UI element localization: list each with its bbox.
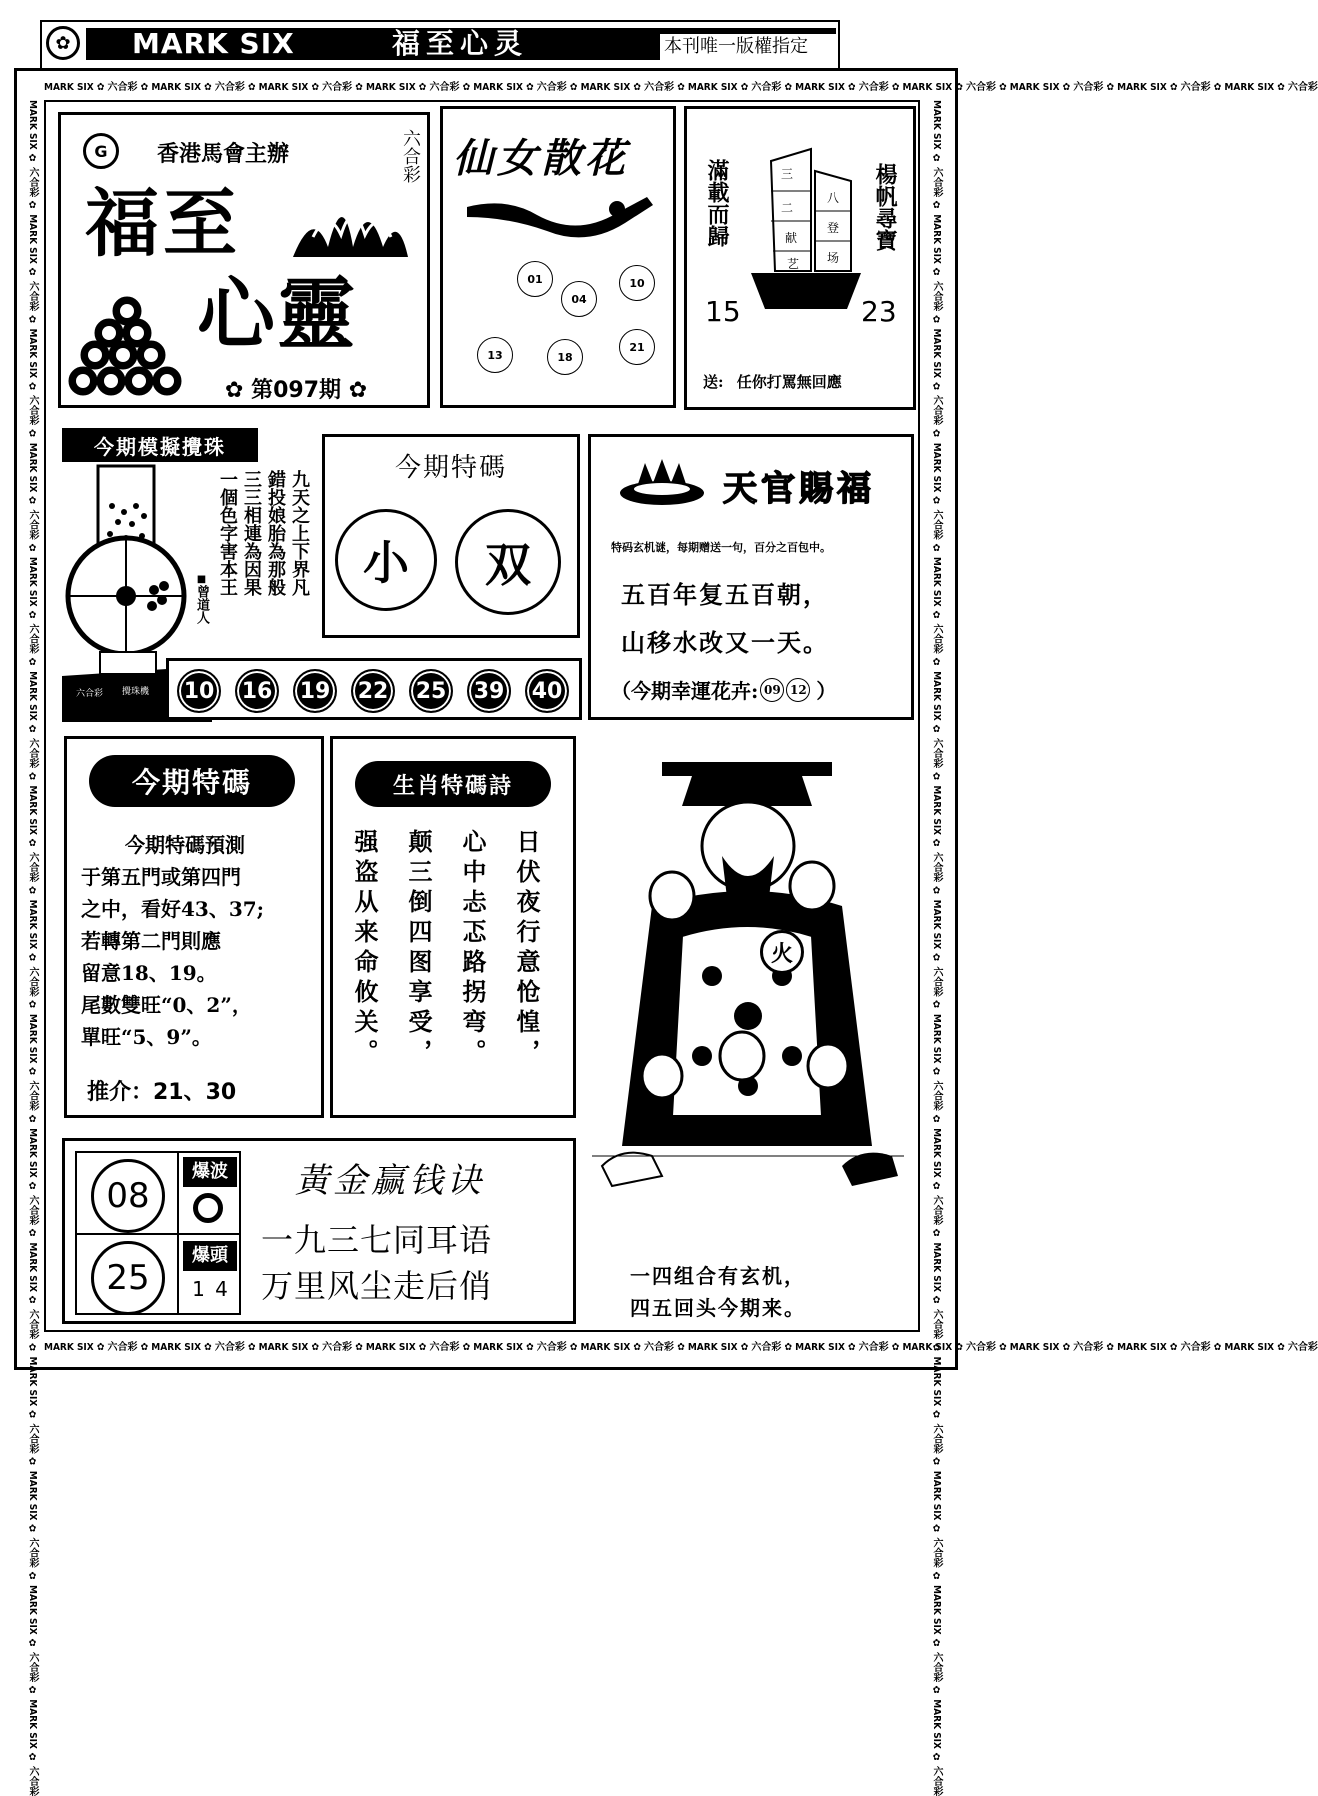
- fairy-figure-icon: [467, 187, 657, 247]
- number-ball-6: 39: [467, 669, 511, 713]
- forecast-line-1: 今期特碼預測: [125, 833, 245, 857]
- bao-bo-label: 爆波: [183, 1157, 237, 1187]
- fire-badge: 火: [760, 930, 804, 974]
- bottom-num-grid: [75, 1151, 241, 1315]
- masthead-logo-bottom: 心靈: [197, 270, 358, 360]
- sail-char-1: 三: [781, 167, 794, 181]
- masthead-box: [58, 112, 430, 408]
- special-answer-1: 小: [335, 509, 437, 611]
- zodiac-col-1: 日伏夜行意怆惶，: [512, 829, 540, 1069]
- sail-char-7: 场: [827, 251, 840, 265]
- lotus-icon: [283, 177, 413, 267]
- boat-box: [684, 106, 916, 410]
- simulation-poem-col-1: 九天之上下界凡: [289, 470, 310, 596]
- boat-left-text: 滿載而歸: [704, 159, 730, 247]
- simulation-poem-col-4: 一個色字害本王: [217, 470, 238, 596]
- bottom-num-1: 08: [91, 1159, 165, 1233]
- bottom-tail: 1 4: [192, 1277, 230, 1301]
- special-answer-2: 双: [455, 509, 561, 615]
- god-line-2: 四五回头今期来。: [630, 1296, 806, 1320]
- sail-char-5: 献: [785, 231, 798, 245]
- number-ball-4: 22: [351, 669, 395, 713]
- sail-char-2: 八: [827, 191, 840, 205]
- flower-icon: ✿: [348, 378, 368, 403]
- crown-icon: [619, 457, 705, 507]
- number-ball-5: 25: [409, 669, 453, 713]
- tianguan-line-1: 五百年复五百朝，: [621, 580, 829, 609]
- gold-line-2: 万里风尘走后俏: [261, 1267, 493, 1305]
- border-top: MARK SIX ✿ 六合彩 ✿ MARK SIX ✿ 六合彩 ✿ MARK SIX ✿ 六合彩 ✿ MARK SIX ✿ 六合彩 ✿ MARK SIX ✿ 六合彩 ✿ MARK SIX ✿ 六合彩 ✿ MARK SIX ✿ 六合彩 ✿ MARK SIX ✿ 六合彩 ✿ MARK SIX ✿ 六合彩 ✿ MARK SIX ✿ 六合彩 ✿ MARK SIX ✿ 六合彩 ✿ MARK SIX ✿ 六合彩: [44, 82, 1318, 93]
- zodiac-box: [330, 736, 576, 1118]
- fairy-flower-1: 01: [517, 261, 553, 297]
- masthead-host: 香港馬會主辦: [157, 141, 290, 167]
- fairy-flower-6: 21: [619, 329, 655, 365]
- forecast-line-2: 于第五門或第四門: [81, 865, 241, 889]
- forecast-line-4: 若轉第二門則應: [81, 929, 221, 953]
- tianguan-lucky-suffix: ）: [816, 679, 837, 703]
- simulation-title: 今期模擬攪珠: [62, 428, 258, 462]
- tianguan-lucky-1: 09: [760, 678, 784, 702]
- machine-base-label-2: 攪珠機: [122, 687, 150, 697]
- sail-char-3: 二: [781, 201, 794, 215]
- masthead-logo-top: 福至: [85, 181, 241, 267]
- number-ball-7: 40: [525, 669, 569, 713]
- simulation-side-label: ■曾道人: [194, 574, 209, 624]
- header-brand: MARK SIX: [132, 27, 295, 60]
- boat-num-left: 15: [705, 295, 741, 328]
- forecast-line-7: 單旺“5、9”。: [81, 1025, 212, 1049]
- fortune-god-illustration: [592, 756, 904, 1196]
- god-line-1: 一四组合有玄机，: [630, 1264, 806, 1288]
- forecast-box: [64, 736, 324, 1118]
- fairy-title: 仙女散花: [453, 135, 629, 182]
- simulation-poem-col-3: 三三相連為因果: [241, 470, 262, 596]
- masthead-lottery: 六合彩: [400, 129, 421, 183]
- tianguan-box: [588, 434, 914, 720]
- number-row: [166, 658, 582, 720]
- machine-base-label-1: 六合彩: [76, 689, 104, 699]
- border-right: MARK SIX ✿ 六合彩 ✿ MARK SIX ✿ 六合彩 ✿ MARK SIX ✿ 六合彩 ✿ MARK SIX ✿ 六合彩 ✿ MARK SIX ✿ 六合彩 ✿ MARK SIX ✿ 六合彩 ✿ MARK SIX ✿ 六合彩 ✿ MARK SIX ✿ 六合彩 ✿ MARK SIX ✿ 六合彩 ✿ MARK SIX ✿ 六合彩 ✿ MARK SIX ✿ 六合彩 ✿ MARK SIX ✿ 六合彩 ✿ MARK SIX ✿ 六合彩 ✿ MARK SIX ✿ 六合彩 ✿ MARK SIX ✿ 六合彩: [931, 100, 942, 1796]
- issue-number: 第097期: [251, 378, 342, 403]
- forecast-line-5: 留意18、19。: [81, 961, 217, 985]
- bao-tou-label: 爆頭: [183, 1241, 237, 1271]
- simulation-poem-col-2: 錯投娘胎為那般: [265, 470, 286, 596]
- sail-char-6: 艺: [787, 257, 800, 271]
- gold-title: 黃金赢钱诀: [295, 1161, 485, 1201]
- sail-char-4: 登: [827, 221, 840, 235]
- header-bar: [40, 20, 840, 70]
- boat-send-text: 任你打罵無回應: [736, 373, 842, 391]
- special-title: 今期特碼: [394, 453, 507, 483]
- boat-right-text: 楊帆尋寶: [872, 163, 898, 251]
- hkjc-logo-icon: G: [83, 133, 119, 169]
- tianguan-lucky-prefix: （今期幸運花卉:: [611, 679, 759, 703]
- zodiac-title: 生肖特碼詩: [355, 761, 551, 807]
- bottom-box: [62, 1138, 576, 1324]
- number-ball-1: 10: [177, 669, 221, 713]
- fairy-flower-4: 13: [477, 337, 513, 373]
- tianguan-line-2: 山移水改又一天。: [621, 628, 829, 657]
- boat-send: [703, 371, 842, 392]
- special-box: [322, 434, 580, 638]
- fairy-flower-5: 18: [547, 339, 583, 375]
- junk-boat-icon: [751, 141, 861, 321]
- border-left: MARK SIX ✿ 六合彩 ✿ MARK SIX ✿ 六合彩 ✿ MARK SIX ✿ 六合彩 ✿ MARK SIX ✿ 六合彩 ✿ MARK SIX ✿ 六合彩 ✿ MARK SIX ✿ 六合彩 ✿ MARK SIX ✿ 六合彩 ✿ MARK SIX ✿ 六合彩 ✿ MARK SIX ✿ 六合彩 ✿ MARK SIX ✿ 六合彩 ✿ MARK SIX ✿ 六合彩 ✿ MARK SIX ✿ 六合彩 ✿ MARK SIX ✿ 六合彩 ✿ MARK SIX ✿ 六合彩 ✿ MARK SIX ✿ 六合彩: [27, 100, 38, 1796]
- flower-icon: ✿: [225, 378, 244, 403]
- forecast-line-3: 之中，看好43、37;: [81, 897, 265, 921]
- tianguan-title: 天官賜福: [723, 469, 875, 509]
- fairy-box: [440, 106, 676, 408]
- fairy-flower-2: 04: [561, 281, 597, 317]
- header-right-label: 本刊唯一版權指定: [660, 34, 836, 60]
- forecast-recommend: 推介：21、30: [87, 1080, 237, 1105]
- ball-pile: [67, 293, 187, 403]
- tianguan-subtitle: 特码玄机谜，每期赠送一句，百分之百包中。: [611, 541, 831, 554]
- boat-send-label: 送:: [703, 373, 724, 391]
- forecast-title: 今期特碼: [89, 755, 295, 807]
- bottom-num-2: 25: [91, 1241, 165, 1315]
- fairy-flower-3: 10: [619, 265, 655, 301]
- tianguan-lucky-2: 12: [786, 678, 810, 702]
- forecast-line-6: 尾數雙旺“0、2”，: [81, 993, 252, 1017]
- zodiac-col-3: 颠三倒四图享受，: [404, 829, 432, 1069]
- zero-circle-icon: [193, 1193, 223, 1223]
- header-title: 福至心灵: [392, 27, 529, 60]
- masthead-issue: [225, 373, 367, 404]
- border-bottom: MARK SIX ✿ 六合彩 ✿ MARK SIX ✿ 六合彩 ✿ MARK SIX ✿ 六合彩 ✿ MARK SIX ✿ 六合彩 ✿ MARK SIX ✿ 六合彩 ✿ MARK SIX ✿ 六合彩 ✿ MARK SIX ✿ 六合彩 ✿ MARK SIX ✿ 六合彩 ✿ MARK SIX ✿ 六合彩 ✿ MARK SIX ✿ 六合彩 ✿ MARK SIX ✿ 六合彩 ✿ MARK SIX ✿ 六合彩: [44, 1342, 1318, 1353]
- tianguan-lucky: [611, 675, 836, 704]
- number-ball-2: 16: [235, 669, 279, 713]
- number-ball-3: 19: [293, 669, 337, 713]
- header-logo-icon: ✿: [46, 26, 80, 60]
- square-icon: ■: [196, 574, 207, 585]
- gold-line-1: 一九三七同耳语: [261, 1221, 493, 1259]
- zodiac-col-2: 心中忐忑路拐弯。: [458, 829, 486, 1069]
- boat-num-right: 23: [861, 295, 897, 328]
- zodiac-col-4: 强盗从来命攸关。: [350, 829, 378, 1069]
